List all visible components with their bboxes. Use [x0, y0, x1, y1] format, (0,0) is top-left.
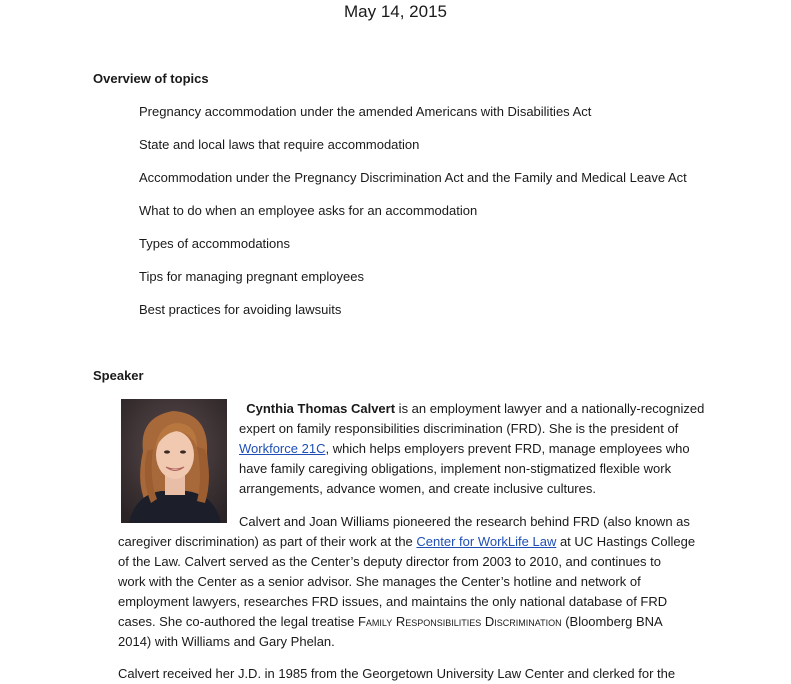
- bio-text: Calvert received her J.D. in 1985 from the Georgetown University Law Center and clerked for the: [118, 666, 676, 681]
- list-item: State and local laws that require accommodation: [139, 137, 420, 152]
- bio-text: is an employment lawyer and a nationally-recognized: [395, 401, 705, 416]
- list-item: Tips for managing pregnant employees: [139, 269, 364, 284]
- list-item: Accommodation under the Pregnancy Discrimination Act and the Family and Medical Leave Act: [139, 170, 687, 185]
- speaker-heading: Speaker: [93, 368, 144, 383]
- bio-text: of the Law. Calvert served as the Center’s deputy director from 2003 to 2010, and continues to: [118, 554, 661, 569]
- document-date: May 14, 2015: [343, 2, 447, 21]
- bio-text: cases. She co-authored the legal treatise: [118, 614, 358, 629]
- bio-text: , which helps employers prevent FRD, manage employees who: [325, 441, 690, 456]
- treatise-title: Family Responsibilities Discrimination: [357, 614, 562, 629]
- bio-text: caregiver discrimination) as part of their work at the: [118, 534, 417, 549]
- speaker-photo: [121, 399, 227, 523]
- worklife-law-link[interactable]: Center for WorkLife Law: [416, 534, 557, 549]
- bio-paragraph-3: [118, 664, 675, 684]
- bio-text: Calvert and Joan Williams pioneered the research behind FRD (also known as: [239, 514, 690, 529]
- bio-text: arrangements, advance women, and create inclusive cultures.: [239, 481, 596, 496]
- bio-text: work with the Center as a senior advisor. She manages the Center’s hotline and network of: [118, 574, 641, 589]
- list-item: What to do when an employee asks for an accommodation: [139, 203, 478, 218]
- overview-heading: Overview of topics: [93, 71, 209, 86]
- bio-paragraph-1: [239, 399, 704, 499]
- bio-text: (Bloomberg BNA: [561, 614, 663, 629]
- list-item: Types of accommodations: [139, 236, 291, 251]
- bio-text: employment lawyers, researches FRD issues, and maintains the only national database of FRD: [118, 594, 668, 609]
- speaker-name: Cynthia Thomas Calvert: [246, 401, 396, 416]
- bio-text: have family caregiving obligations, implement non-stigmatized flexible work: [239, 461, 672, 476]
- bio-paragraph-2: [239, 512, 690, 532]
- bio-text: at UC Hastings College: [556, 534, 696, 549]
- bio-text: expert on family responsibilities discrimination (FRD). She is the president of: [239, 421, 679, 436]
- topic-list: [139, 103, 687, 334]
- bio-text: 2014) with Williams and Gary Phelan.: [118, 634, 335, 649]
- bio-paragraph-2-cont: [118, 532, 695, 652]
- workforce21c-link[interactable]: Workforce 21C: [239, 441, 326, 456]
- list-item: Pregnancy accommodation under the amended Americans with Disabilities Act: [139, 104, 592, 119]
- list-item: Best practices for avoiding lawsuits: [139, 302, 342, 317]
